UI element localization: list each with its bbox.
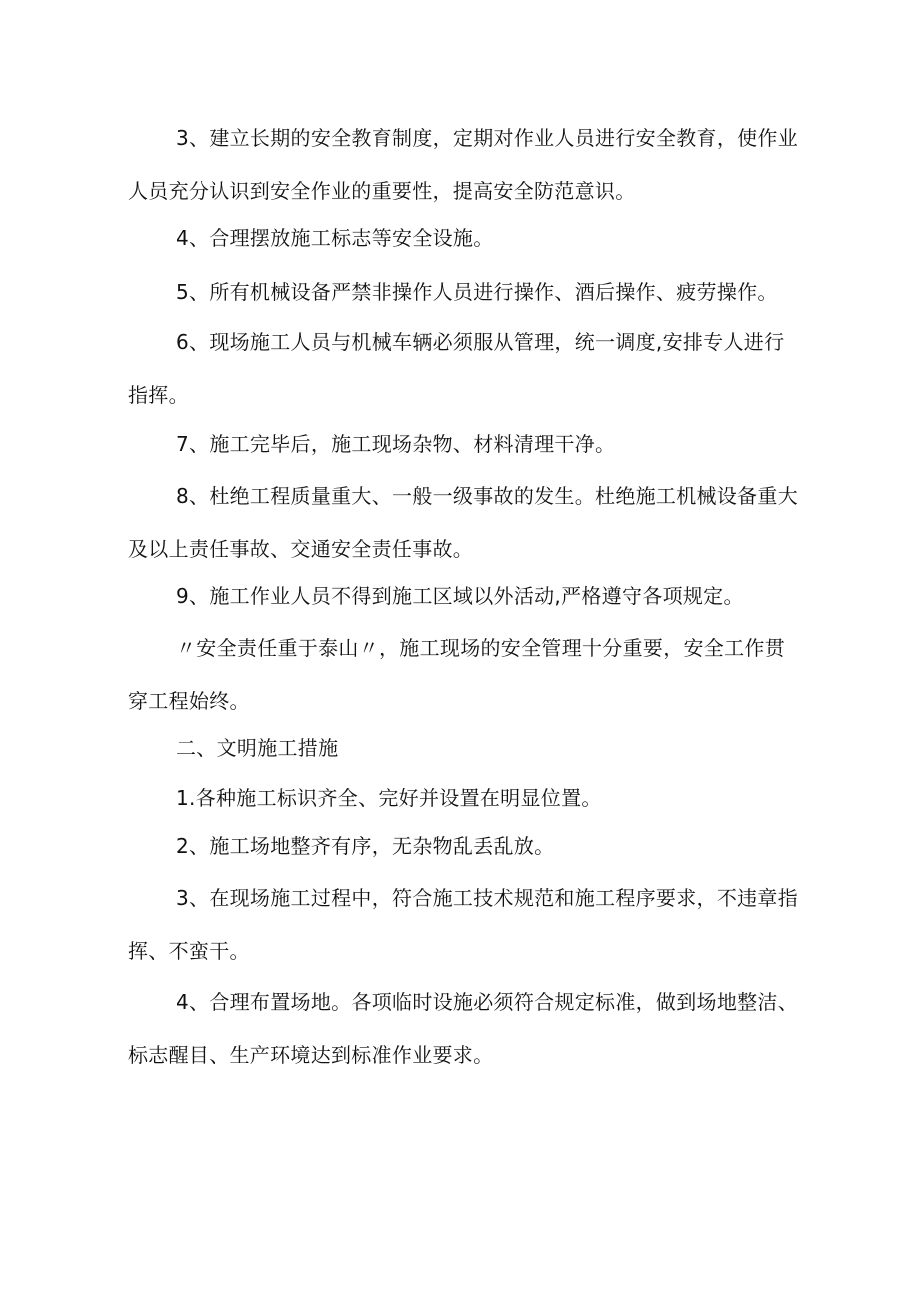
paragraph-safety-signs: 4、合理摆放施工标志等安全设施。 [176,226,494,250]
paragraph-site-cleanup: 7、施工完毕后，施工现场杂物、材料清理干净。 [176,432,616,456]
paragraph-accident-prevention: 8、杜绝工程质量重大、一般一级事故的发生。杜绝施工机械设备重大及以上责任事故、交通安全责任事故。 [128,484,799,561]
paragraph-machinery-operation: 5、所有机械设备严禁非操作人员进行操作、酒后操作、疲劳操作。 [176,280,778,304]
paragraph-site-layout: 4、合理布置场地。各项临时设施必须符合规定标准，做到场地整洁、标志醒目、生产环境达到标准作业要求。 [128,990,799,1067]
paragraph-safety-education: 3、建立长期的安全教育制度，定期对作业人员进行安全教育，使作业人员充分认识到安全作业的重要性，提高安全防范意识。 [128,126,799,203]
paragraph-safety-motto: 〃安全责任重于泰山〃，施工现场的安全管理十分重要，安全工作贯穿工程始终。 [128,636,785,713]
paragraph-worker-activity: 9、施工作业人员不得到施工区域以外活动,严格遵守各项规定。 [176,584,744,608]
paragraph-site-order: 2、施工场地整齐有序，无杂物乱丢乱放。 [176,834,555,858]
paragraph-construction-signs: 1.各种施工标识齐全、完好并设置在明显位置。 [176,786,602,810]
section-heading-civilized-construction: 二、文明施工措施 [176,736,339,760]
paragraph-technical-standards: 3、在现场施工过程中，符合施工技术规范和施工程序要求，不违章指挥、不蛮干。 [128,886,799,963]
paragraph-site-command: 6、现场施工人员与机械车辆必须服从管理，统一调度,安排专人进行指挥。 [128,330,785,407]
